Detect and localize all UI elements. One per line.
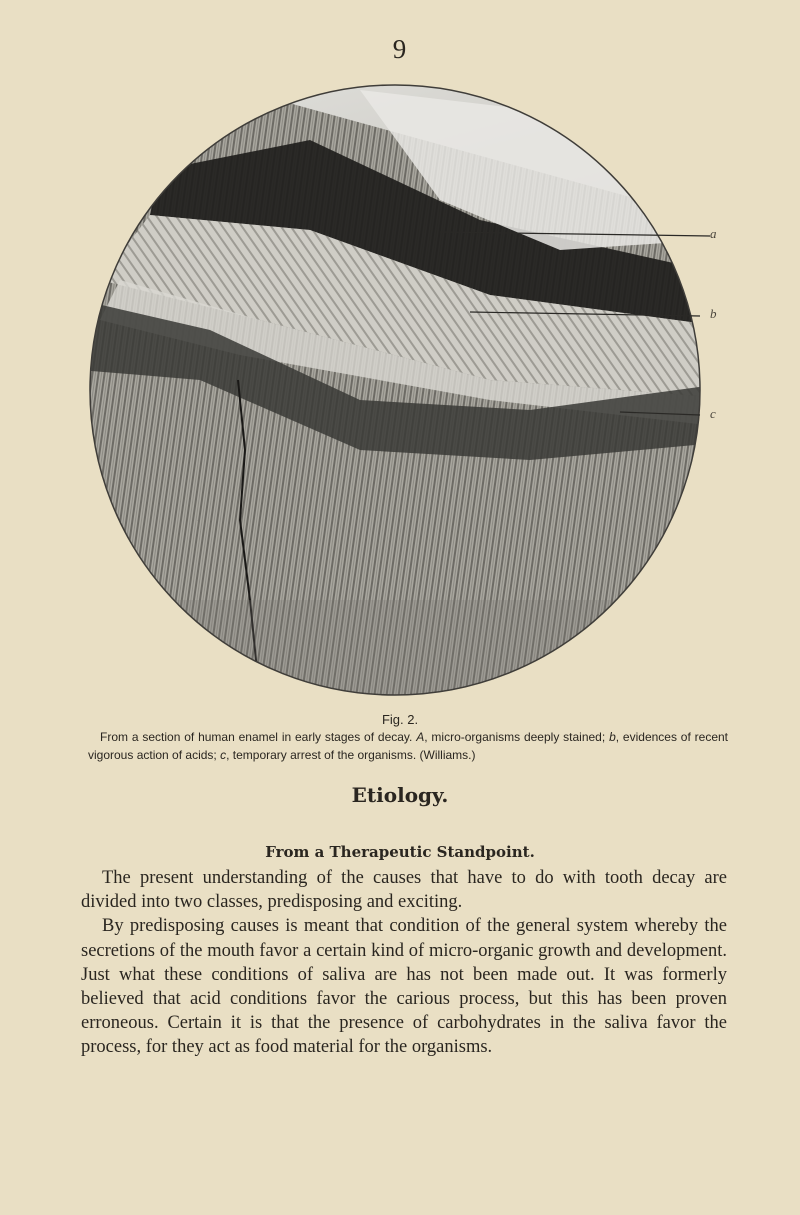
caption-b: b	[609, 730, 616, 744]
caption-c: c	[220, 748, 227, 762]
label-b: b	[710, 306, 717, 321]
section-subheading: From a Therapeutic Standpoint.	[265, 843, 535, 861]
caption-c-text: , temporary arrest of the organisms. (Williams.)	[226, 748, 476, 762]
figure-title: Fig. 2.	[381, 712, 419, 727]
figure-caption	[88, 728, 728, 764]
enamel-micrograph	[60, 80, 750, 700]
section-heading: Etiology.	[351, 783, 449, 807]
caption-a: A	[416, 730, 425, 744]
body-text	[81, 866, 727, 1060]
paragraph-2: By predisposing causes is meant that condition of the general system whereby the secretions of the mouth favor a certain kind of micro-organic growth and development. Just what these conditions of saliva are has not been made out. It was formerly believed that acid conditions favor the carious process, but this has been proven erroneous. Certain it is that the presence of carbohydrates in the saliva favor the process, for they act as food material for the organisms.	[81, 916, 727, 1058]
micrograph-figure	[60, 80, 750, 700]
caption-b-text: , evidences of recent vigorous action of acids;	[88, 730, 729, 762]
caption-prefix: From a section of human enamel in early stages of decay.	[100, 730, 413, 744]
label-c: c	[710, 406, 716, 421]
paragraph-1: The present understanding of the causes that have to do with tooth decay are divided into two classes, predisposing and exciting.	[81, 868, 727, 913]
label-a: a	[710, 226, 717, 241]
page-number: 9	[392, 34, 408, 64]
caption-mid: , micro-organisms deeply stained;	[424, 730, 606, 744]
